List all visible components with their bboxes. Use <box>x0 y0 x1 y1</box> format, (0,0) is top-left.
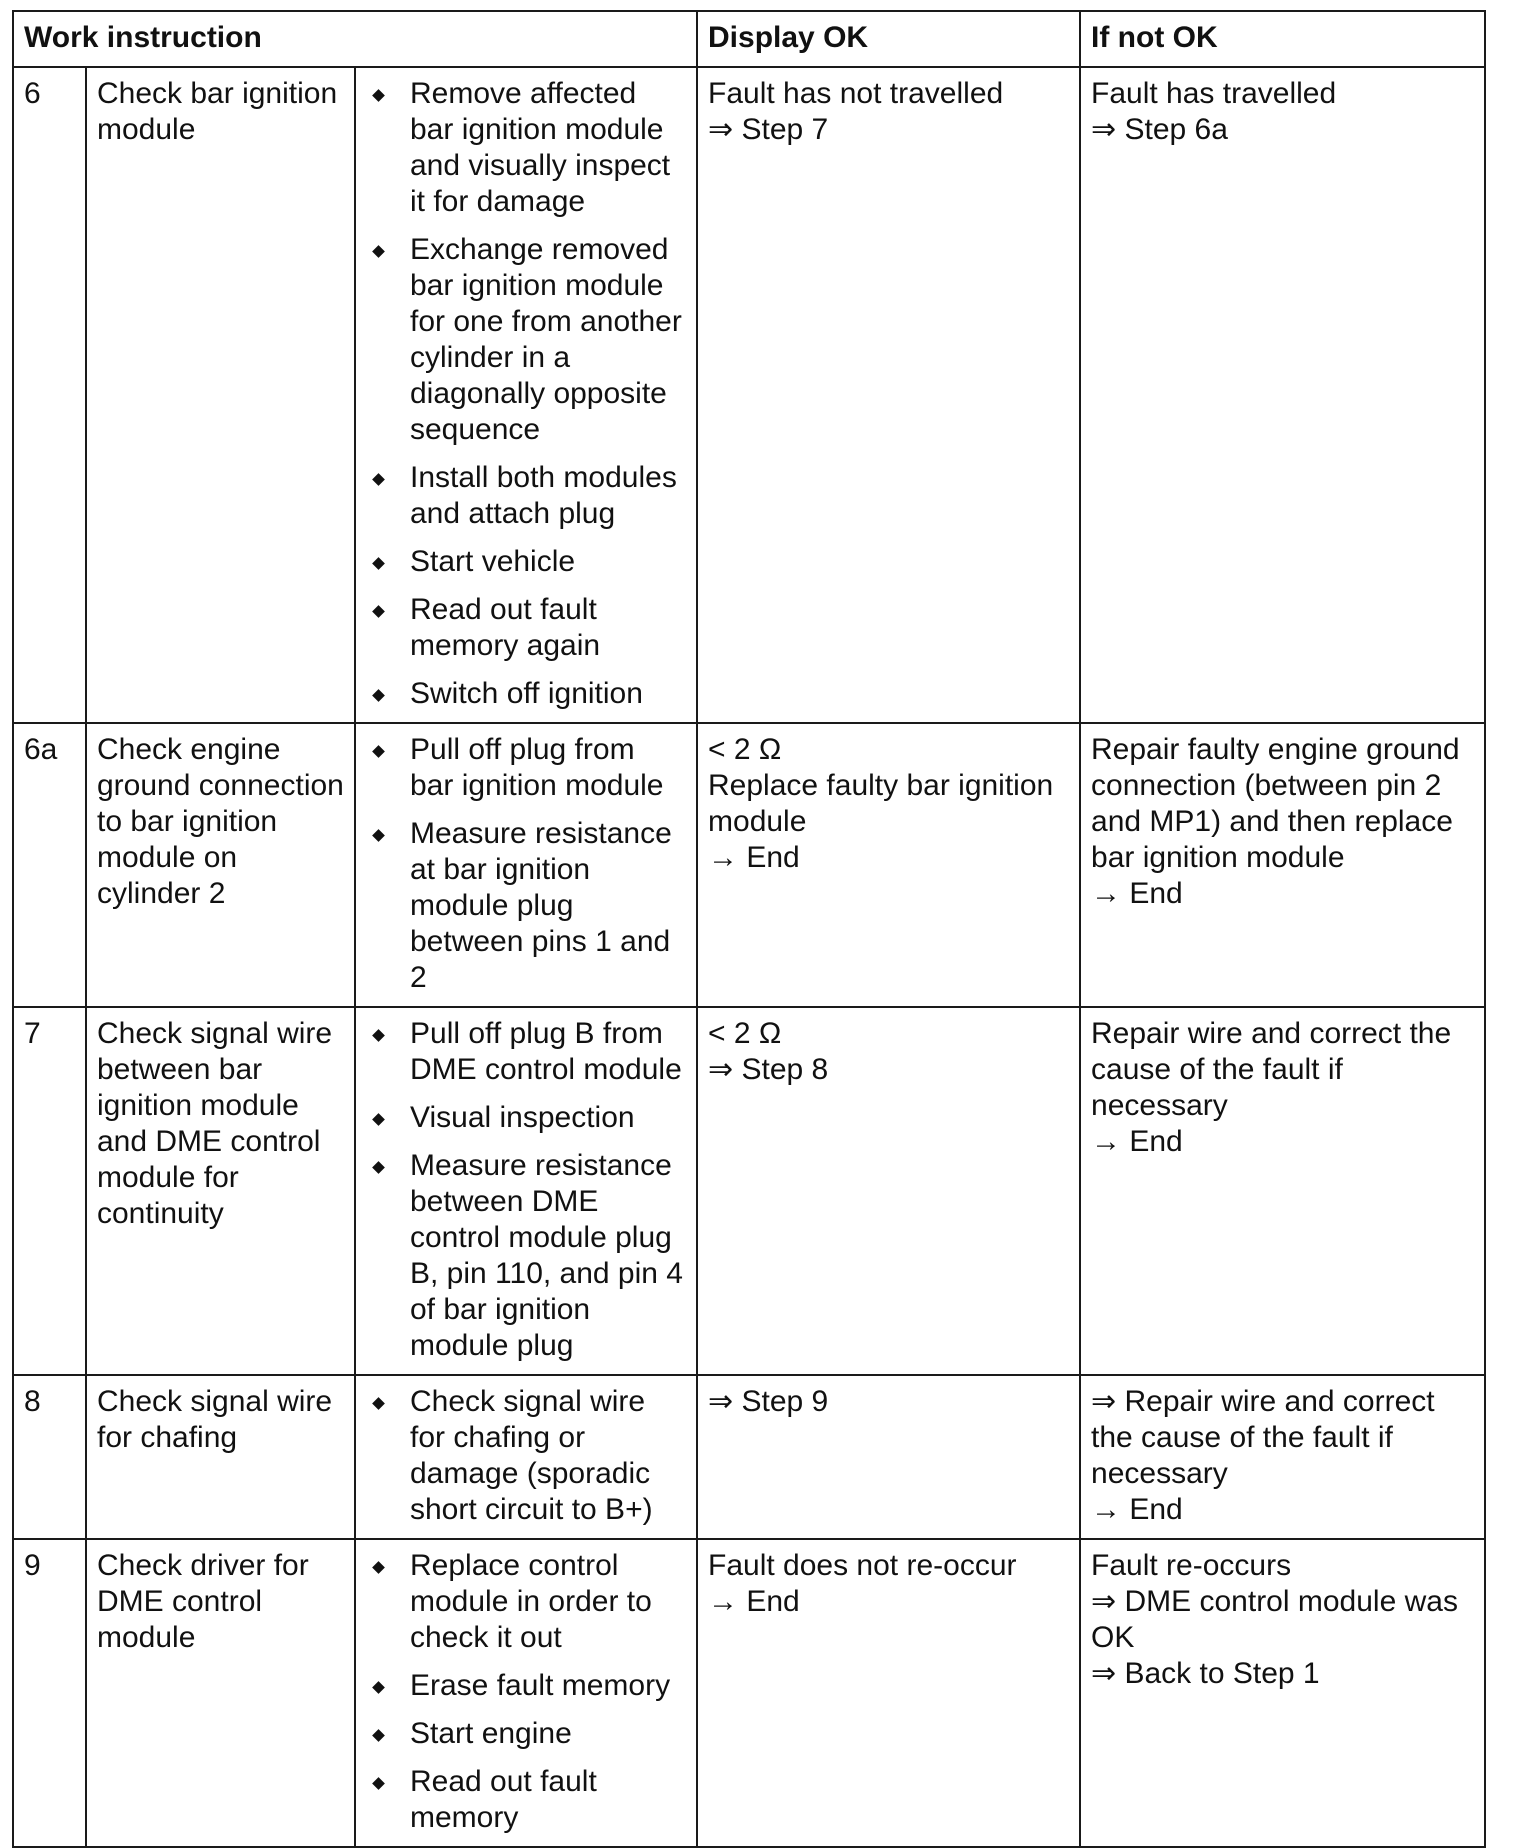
step-number: 7 <box>13 1007 86 1375</box>
if-not-ok-line: ⇒ Step 6a <box>1091 113 1228 146</box>
if-not-ok-cell <box>1080 723 1485 1007</box>
bullet-text: Visual inspection <box>410 1101 635 1134</box>
display-ok-cell <box>697 1007 1080 1375</box>
bullet-list <box>366 76 686 712</box>
if-not-ok-cell <box>1080 1375 1485 1539</box>
display-ok-line: Replace faulty bar ignition module <box>708 769 1054 838</box>
diamond-bullet-icon <box>372 1161 385 1174</box>
table-row <box>13 1007 1485 1375</box>
table-row <box>13 1539 1485 1847</box>
display-ok-line: ⇒ Step 8 <box>708 1053 829 1086</box>
bullet-item <box>366 1100 686 1136</box>
bullet-list <box>366 1384 686 1528</box>
if-not-ok-cell <box>1080 1007 1485 1375</box>
if-not-ok-line: Repair faulty engine ground connection (between pin 2 and MP1) and then replace bar ignition module <box>1091 733 1460 874</box>
bullet-item <box>366 592 686 664</box>
display-ok-line: Fault does not re-occur <box>708 1549 1017 1582</box>
instruction-steps <box>355 723 697 1007</box>
display-ok-line: → End <box>708 841 800 874</box>
if-not-ok-cell <box>1080 1539 1485 1847</box>
if-not-ok-line: Repair wire and correct the cause of the fault if necessary <box>1091 1017 1452 1122</box>
bullet-text: Pull off plug B from DME control module <box>410 1017 682 1086</box>
bullet-text: Replace control module in order to check it out <box>410 1549 652 1654</box>
header-display-ok: Display OK <box>697 11 1080 67</box>
step-number: 9 <box>13 1539 86 1847</box>
diamond-bullet-icon <box>372 1681 385 1694</box>
display-ok-cell <box>697 1539 1080 1847</box>
bullet-item <box>366 1016 686 1088</box>
display-ok-line: Fault has not travelled <box>708 77 1004 110</box>
bullet-item <box>366 816 686 996</box>
bullet-item <box>366 1668 686 1704</box>
instruction-text: Check driver for DME control module <box>86 1539 355 1847</box>
bullet-text: Pull off plug from bar ignition module <box>410 733 664 802</box>
bullet-text: Remove affected bar ignition module and visually inspect it for damage <box>410 77 671 218</box>
bullet-text: Read out fault memory <box>410 1765 597 1834</box>
table-row <box>13 723 1485 1007</box>
instruction-steps <box>355 67 697 723</box>
bullet-list <box>366 1016 686 1364</box>
table-row <box>13 67 1485 723</box>
instruction-text: Check bar ignition module <box>86 67 355 723</box>
if-not-ok-line: Fault has travelled <box>1091 77 1337 110</box>
header-work-instruction: Work instruction <box>13 11 697 67</box>
diamond-bullet-icon <box>372 557 385 570</box>
bullet-text: Measure resistance between DME control module plug B, pin 110, and pin 4 of bar ignition module plug <box>410 1149 683 1362</box>
bullet-text: Start vehicle <box>410 545 576 578</box>
if-not-ok-line: ⇒ Back to Step 1 <box>1091 1657 1320 1690</box>
diamond-bullet-icon <box>372 89 385 102</box>
bullet-item <box>366 1148 686 1364</box>
bullet-text: Exchange removed bar ignition module for one from another cylinder in a diagonally opposite sequence <box>410 233 682 446</box>
bullet-item <box>366 1764 686 1836</box>
bullet-item <box>366 1384 686 1528</box>
bullet-text: Check signal wire for chafing or damage (sporadic short circuit to B+) <box>410 1385 653 1526</box>
bullet-item <box>366 732 686 804</box>
diamond-bullet-icon <box>372 689 385 702</box>
instruction-text: Check signal wire for chafing <box>86 1375 355 1539</box>
diamond-bullet-icon <box>372 1777 385 1790</box>
display-ok-line: → End <box>708 1585 800 1618</box>
display-ok-cell <box>697 723 1080 1007</box>
diamond-bullet-icon <box>372 605 385 618</box>
diamond-bullet-icon <box>372 745 385 758</box>
bullet-item <box>366 232 686 448</box>
bullet-item <box>366 544 686 580</box>
table-body <box>13 67 1485 1847</box>
bullet-item <box>366 1548 686 1656</box>
display-ok-cell <box>697 1375 1080 1539</box>
step-number: 6 <box>13 67 86 723</box>
work-instruction-table <box>12 10 1486 1848</box>
table-row <box>13 1375 1485 1539</box>
bullet-item <box>366 1716 686 1752</box>
bullet-item <box>366 676 686 712</box>
if-not-ok-line: Fault re-occurs <box>1091 1549 1292 1582</box>
header-if-not-ok: If not OK <box>1080 11 1485 67</box>
bullet-text: Measure resistance at bar ignition module plug between pins 1 and 2 <box>410 817 672 994</box>
diamond-bullet-icon <box>372 1397 385 1410</box>
table-header-row <box>13 11 1485 67</box>
instruction-text: Check engine ground connection to bar ignition module on cylinder 2 <box>86 723 355 1007</box>
display-ok-line: < 2 Ω <box>708 1017 782 1050</box>
instruction-text: Check signal wire between bar ignition module and DME control module for continuity <box>86 1007 355 1375</box>
bullet-text: Erase fault memory <box>410 1669 671 1702</box>
display-ok-line: ⇒ Step 7 <box>708 113 829 146</box>
bullet-list <box>366 1548 686 1836</box>
display-ok-line: < 2 Ω <box>708 733 782 766</box>
display-ok-cell <box>697 67 1080 723</box>
display-ok-line: ⇒ Step 9 <box>708 1385 829 1418</box>
diamond-bullet-icon <box>372 1729 385 1742</box>
step-number: 8 <box>13 1375 86 1539</box>
if-not-ok-line: → End <box>1091 1493 1183 1526</box>
instruction-steps <box>355 1007 697 1375</box>
bullet-text: Read out fault memory again <box>410 593 601 662</box>
diamond-bullet-icon <box>372 1029 385 1042</box>
bullet-text: Install both modules and attach plug <box>410 461 677 530</box>
bullet-text: Start engine <box>410 1717 572 1750</box>
if-not-ok-line: → End <box>1091 877 1183 910</box>
if-not-ok-cell <box>1080 67 1485 723</box>
document-page <box>12 10 1484 1848</box>
diamond-bullet-icon <box>372 829 385 842</box>
if-not-ok-line: ⇒ DME control module was OK <box>1091 1585 1458 1654</box>
diamond-bullet-icon <box>372 1561 385 1574</box>
bullet-item <box>366 460 686 532</box>
instruction-steps <box>355 1375 697 1539</box>
instruction-steps <box>355 1539 697 1847</box>
step-number: 6a <box>13 723 86 1007</box>
bullet-list <box>366 732 686 996</box>
if-not-ok-line: ⇒ Repair wire and correct the cause of the fault if necessary <box>1091 1385 1435 1490</box>
diamond-bullet-icon <box>372 245 385 258</box>
bullet-item <box>366 76 686 220</box>
bullet-text: Switch off ignition <box>410 677 643 710</box>
diamond-bullet-icon <box>372 1113 385 1126</box>
if-not-ok-line: → End <box>1091 1125 1183 1158</box>
diamond-bullet-icon <box>372 473 385 486</box>
